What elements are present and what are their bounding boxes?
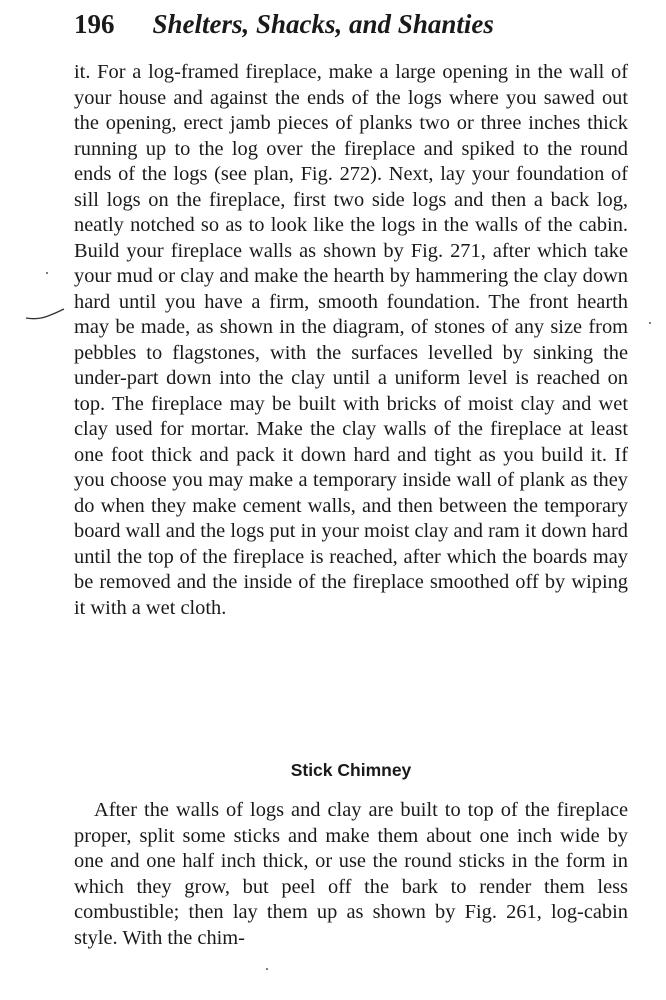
paper-speck-icon <box>649 322 651 324</box>
section-heading: Stick Chimney <box>290 760 412 780</box>
body-paragraph: After the walls of logs and clay are built to top of the fireplace proper, split some sticks and make them about one inch wide by one and one half inch thick, or use the round sticks in the form in which they grow, but peel off the bark to render them less combustible; then lay them up as shown by Fig. 261, log-cabin style. With the chim- <box>74 799 628 949</box>
paper-speck-icon <box>266 968 268 970</box>
page-number: 196 <box>74 9 115 39</box>
body-paragraph: it. For a log-framed fireplace, make a large opening in the wall of your house and against the ends of the logs where you sawed out the opening, erect jamb pieces of planks two or three inches thick running up to the log over the fireplace and spiked to the round ends of the logs (see plan, Fig. 272). Next, lay your foundation of sill logs on the fireplace, first two side logs and then a back log, neatly notched so as to look like the logs in the walls of the cabin. Build your fireplace walls as shown by Fig. 271, after which take your mud or clay and make the hearth by hammering the clay down hard until you have a firm, smooth foundation. The front hearth may be made, as shown in the diagram, of stones of any size from pebbles to flagstones, with the surfaces levelled by sinking the under-part down into the clay until a uniform level is reached on top. The fireplace may be built with bricks of moist clay and wet clay used for mortar. Make the clay walls of the fireplace at least one foot thick and pack it down hard and tight as you build it. If you choose you may make a temporary inside wall of plank as they do when they make cement walls, and then between the temporary board wall and the logs put in your moist clay and ram it down hard until the top of the fireplace is reached, after which the boards may be removed and the inside of the fireplace smoothed off by wiping it with a wet cloth. <box>74 61 628 619</box>
paper-speck-icon <box>46 272 48 274</box>
margin-pencil-mark-icon <box>24 306 66 322</box>
running-head <box>74 6 634 42</box>
running-title: Shelters, Shacks, and Shanties <box>152 9 494 39</box>
